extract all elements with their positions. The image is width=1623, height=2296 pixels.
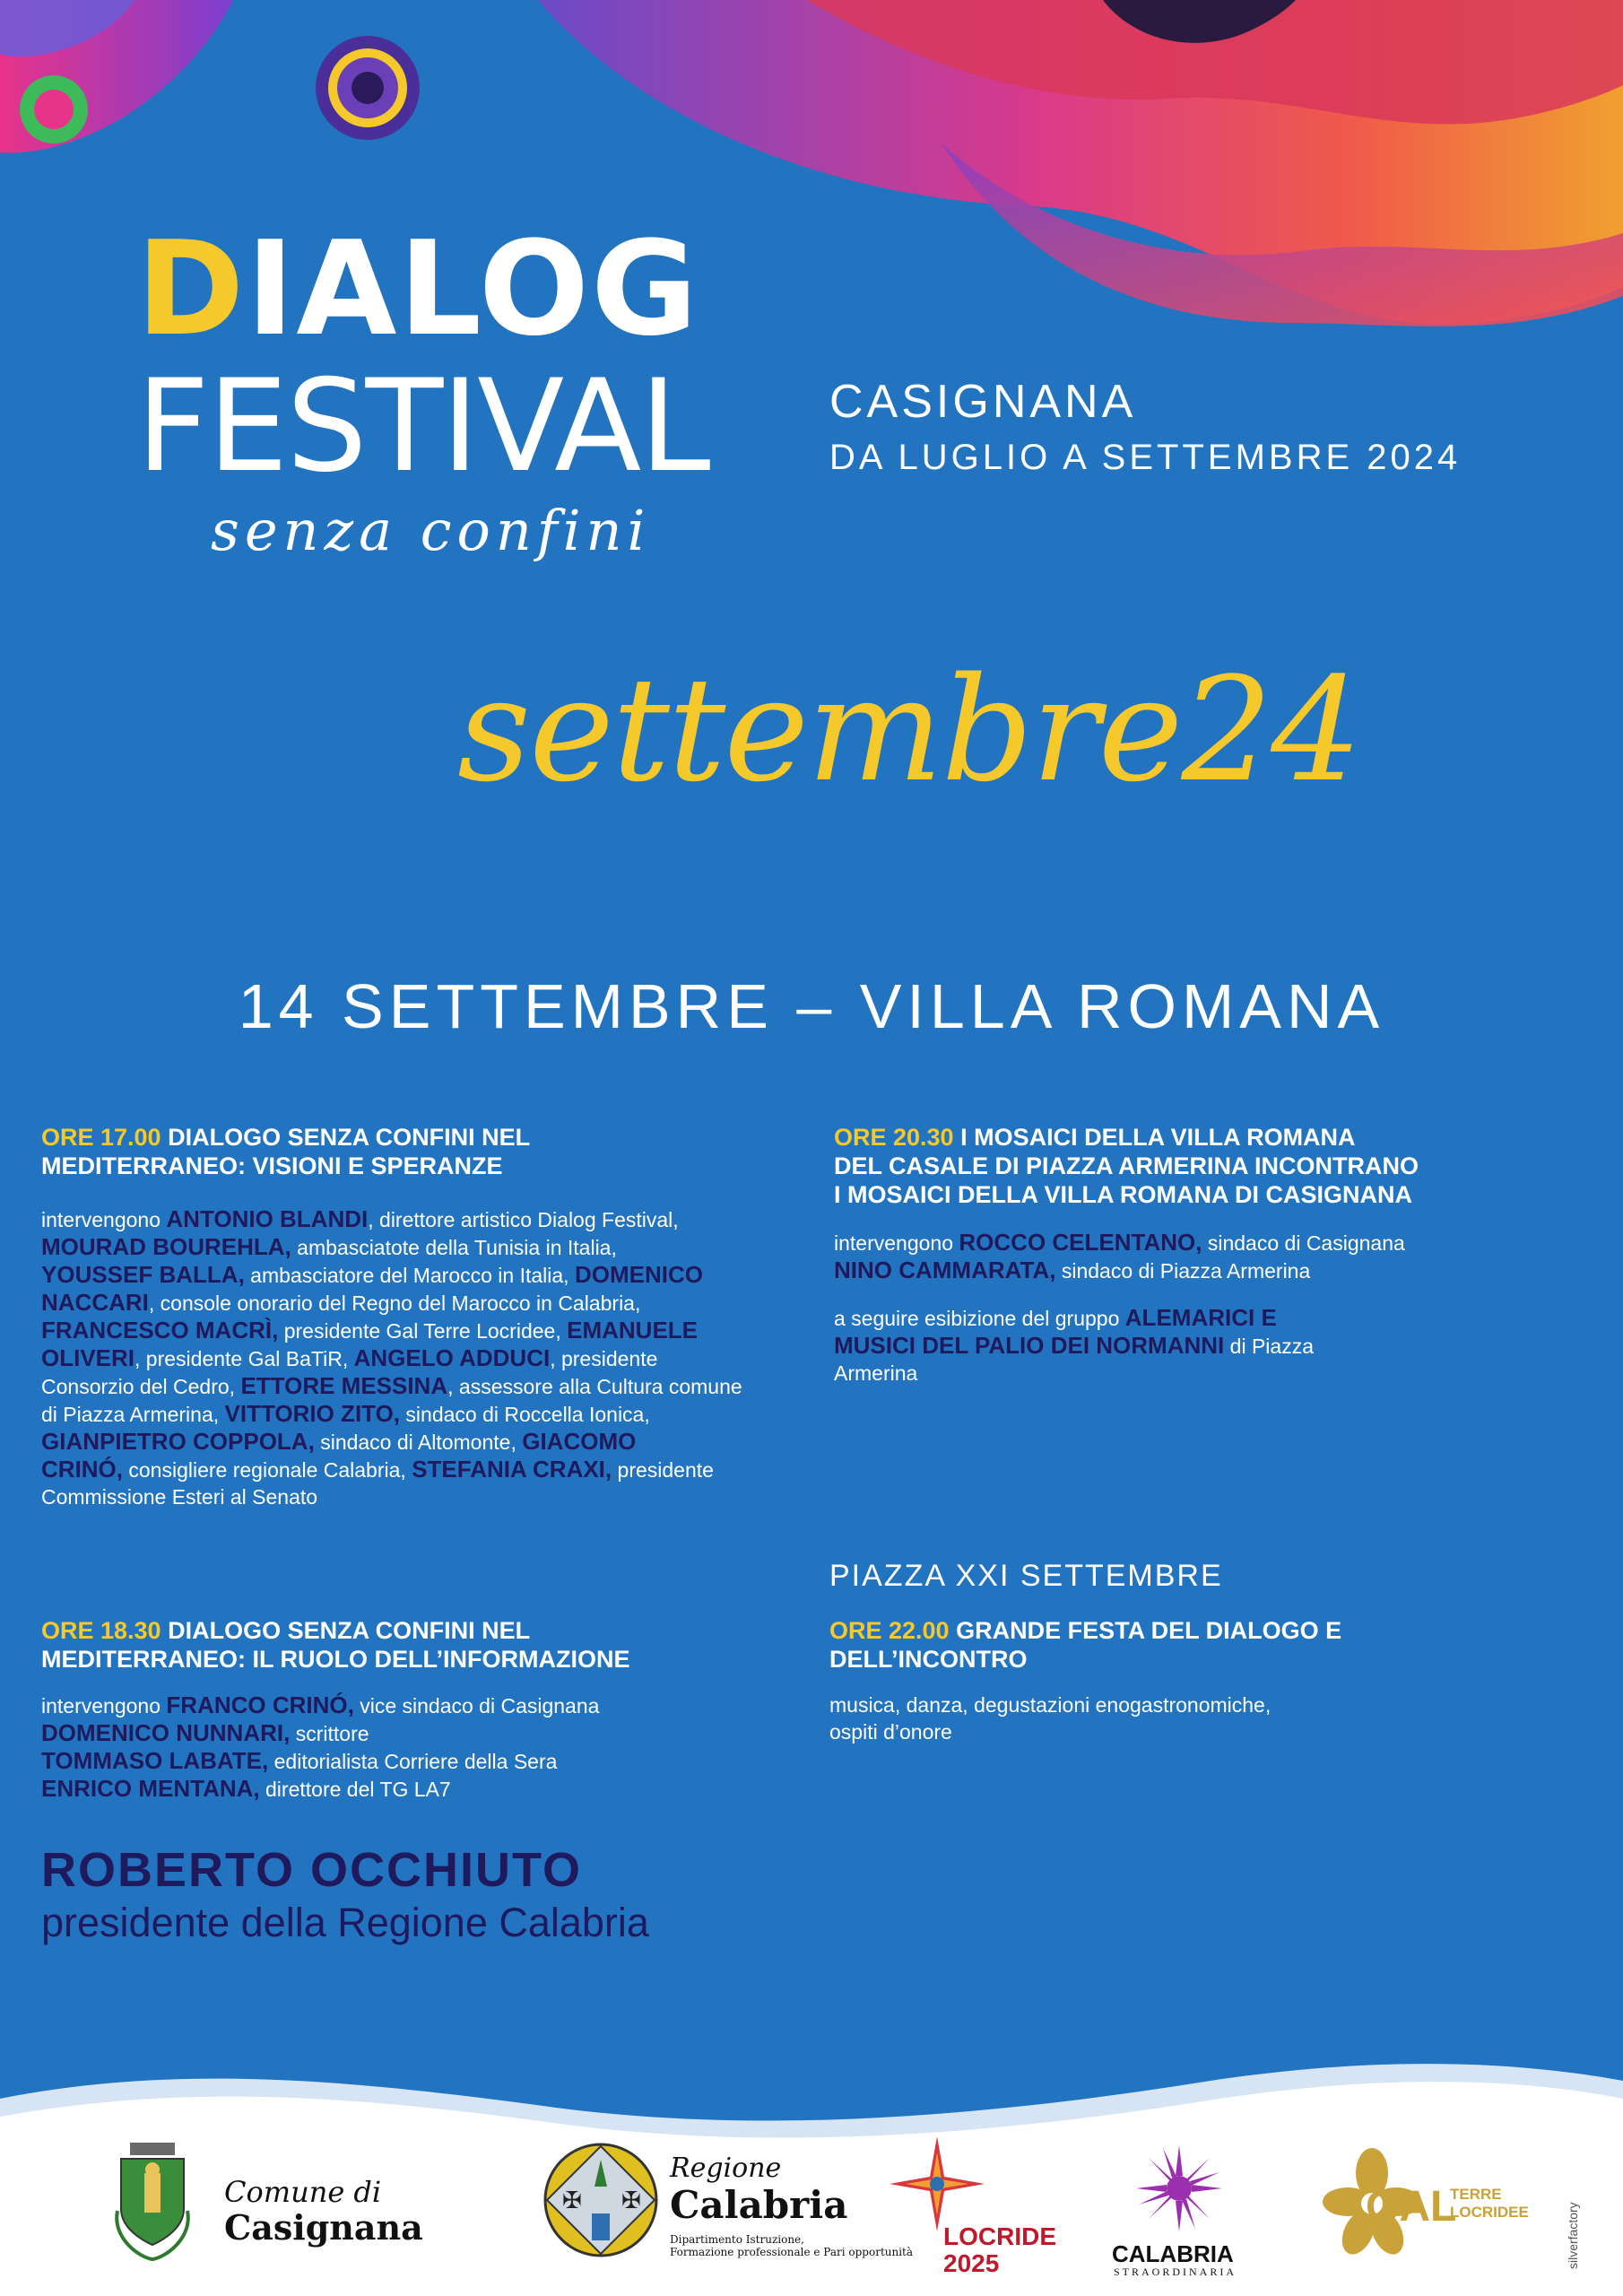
event-title-line: DIALOGO SENZA CONFINI NEL — [161, 1617, 531, 1644]
comune-casignana-logo — [112, 2139, 423, 2265]
event-title — [834, 1123, 1605, 1209]
speaker-role: sindaco di Piazza Armerina — [1055, 1259, 1311, 1283]
president-name: ROBERTO OCCHIUTO — [41, 1843, 583, 1897]
event-extra — [834, 1304, 1605, 1387]
speaker-role: a seguire esibizione del gruppo — [834, 1307, 1125, 1330]
speaker-role: , direttore artistico Dialog Festival, — [368, 1208, 679, 1231]
gal-sub-2: LOCRIDEE — [1450, 2204, 1529, 2221]
text-line — [834, 1304, 1605, 1332]
speaker-role: , console onorario del Regno del Marocco in Calabria, — [148, 1292, 641, 1315]
speaker-name: FRANCESCO MACRÌ, — [41, 1317, 279, 1344]
speaker-role: di Piazza Armerina, — [41, 1403, 225, 1426]
speaker-name: CRINÓ, — [41, 1456, 123, 1483]
text-line — [41, 1344, 803, 1372]
speaker-role: intervengono — [41, 1208, 167, 1231]
speaker-role: , presidente — [550, 1347, 658, 1370]
svg-text:✠: ✠ — [621, 2187, 641, 2214]
speaker-role: Commissione Esteri al Senato — [41, 1485, 318, 1509]
speaker-role: ambasciatote della Tunisia in Italia, — [291, 1236, 617, 1259]
speaker-name: GIACOMO — [522, 1428, 637, 1455]
speaker-role: Consorzio del Cedro, — [41, 1375, 241, 1398]
gal-terre-locridee-logo — [1323, 2148, 1538, 2256]
calabria-sub-label: STRAORDINARIA — [1114, 2266, 1237, 2278]
regione-emblem-icon — [542, 2142, 659, 2258]
speaker-name: ALEMARICI E — [1124, 1304, 1277, 1331]
piazza-title: PIAZZA XXI SETTEMBRE — [829, 1559, 1223, 1593]
text-line — [41, 1428, 803, 1456]
locride-2025-logo — [888, 2135, 1067, 2278]
event-time: ORE 17.00 — [41, 1124, 161, 1151]
event-1830 — [41, 1616, 803, 1803]
speaker-role: vice sindaco di Casignana — [353, 1694, 600, 1718]
speaker-name: EMANUELE — [567, 1317, 699, 1344]
speaker-name: ETTORE MESSINA — [240, 1372, 448, 1399]
speaker-role: intervengono — [834, 1231, 959, 1255]
event-title-line: I MOSAICI DELLA VILLA ROMANA DI CASIGNANA — [834, 1181, 1412, 1208]
event-title-line: DELL’INCONTRO — [829, 1646, 1028, 1673]
speaker-name: FRANCO CRINÓ, — [166, 1692, 354, 1718]
regione-calabria-logo — [542, 2142, 919, 2267]
festival-dates: DA LUGLIO A SETTEMBRE 2024 — [829, 438, 1462, 477]
speaker-name: DOMENICO NUNNARI, — [41, 1719, 291, 1746]
speaker-name: ROCCO CELENTANO, — [959, 1229, 1202, 1256]
speaker-name: DOMENICO — [574, 1261, 703, 1288]
event-2030 — [834, 1123, 1605, 1387]
event-speakers — [41, 1205, 803, 1510]
regione-label-2: Calabria — [670, 2183, 848, 2227]
speaker-role: ambasciatore del Marocco in Italia, — [244, 1264, 575, 1287]
logo-d: D — [136, 213, 247, 365]
sunburst-icon — [1134, 2144, 1224, 2233]
speaker-name: OLIVERI — [41, 1344, 135, 1371]
calabria-label: CALABRIA — [1112, 2240, 1234, 2267]
speaker-role: direttore del TG LA7 — [259, 1778, 451, 1801]
event-time: ORE 20.30 — [834, 1124, 954, 1151]
logo-dialog — [136, 213, 700, 365]
venue-title: 14 SETTEMBRE – VILLA ROMANA — [238, 971, 1385, 1041]
speaker-role: musica, danza, degustazioni enogastronomiche, — [829, 1693, 1271, 1717]
speaker-role: presidente Gal Terre Locridee, — [278, 1319, 568, 1343]
gal-label: GAL — [1366, 2183, 1457, 2231]
speaker-role: , assessore alla Cultura comune — [447, 1375, 742, 1398]
speaker-role: sindaco di Roccella Ionica, — [400, 1403, 650, 1426]
text-line — [41, 1483, 803, 1510]
text-line — [41, 1289, 803, 1317]
event-title — [41, 1123, 803, 1180]
event-title-line: DEL CASALE DI PIAZZA ARMERINA INCONTRANO — [834, 1152, 1419, 1179]
logo-festival: FESTIVAL — [136, 352, 709, 500]
speaker-name: ANGELO ADDUCI — [353, 1344, 551, 1371]
locride-label-1: LOCRIDE — [943, 2222, 1056, 2250]
speaker-role: , presidente Gal BaTiR, — [135, 1347, 354, 1370]
text-line — [41, 1372, 803, 1400]
event-title-line: GRANDE FESTA DEL DIALOGO E — [949, 1617, 1342, 1644]
event-title-line: I MOSAICI DELLA VILLA ROMANA — [953, 1124, 1356, 1151]
speaker-role: consigliere regionale Calabria, — [123, 1458, 412, 1482]
speaker-name: GIANPIETRO COPPOLA, — [41, 1428, 315, 1455]
event-title-line: MEDITERRANEO: VISIONI E SPERANZE — [41, 1152, 503, 1179]
speaker-role: Armerina — [834, 1361, 918, 1385]
event-title-line: MEDITERRANEO: IL RUOLO DELL’INFORMAZIONE — [41, 1646, 630, 1673]
text-line — [829, 1718, 1601, 1745]
comune-label-2: Casignana — [224, 2207, 423, 2248]
calabria-straordinaria-logo — [1112, 2144, 1246, 2278]
text-line — [41, 1692, 803, 1719]
month-title: settembre24 — [457, 646, 1360, 813]
town-name: CASIGNANA — [829, 376, 1137, 428]
speaker-name: STEFANIA CRAXI, — [412, 1456, 612, 1483]
event-speakers — [834, 1229, 1605, 1284]
text-line — [41, 1719, 803, 1747]
credit-label: silverfactory — [1566, 2202, 1580, 2269]
event-time: ORE 22.00 — [829, 1617, 950, 1644]
event-title — [41, 1616, 803, 1674]
regione-sub-2: Formazione professionale e Pari opportunità — [670, 2246, 914, 2258]
speaker-role: di Piazza — [1224, 1335, 1314, 1358]
logo-tagline: senza confini — [211, 498, 651, 563]
event-title — [829, 1616, 1601, 1674]
event-title-line: DIALOGO SENZA CONFINI NEL — [161, 1124, 531, 1151]
event-1700 — [41, 1123, 803, 1510]
comune-label-1: Comune di — [224, 2175, 382, 2209]
text-line — [41, 1747, 803, 1775]
text-line — [41, 1205, 803, 1233]
text-line — [834, 1257, 1605, 1284]
coat-of-arms-icon — [112, 2139, 193, 2265]
text-line — [834, 1229, 1605, 1257]
speaker-role: editorialista Corriere della Sera — [268, 1750, 558, 1773]
regione-sub-1: Dipartimento Istruzione, — [670, 2233, 804, 2246]
text-line — [834, 1360, 1605, 1387]
speaker-name: TOMMASO LABATE, — [41, 1747, 269, 1774]
speaker-name: MUSICI DEL PALIO DEI NORMANNI — [834, 1332, 1225, 1359]
speaker-role: presidente — [612, 1458, 714, 1482]
speaker-name: ANTONIO BLANDI — [166, 1205, 369, 1232]
speaker-name: VITTORIO ZITO, — [224, 1400, 401, 1427]
text-line — [829, 1692, 1601, 1718]
event-2200 — [829, 1616, 1601, 1745]
speaker-role: sindaco di Casignana — [1202, 1231, 1405, 1255]
regione-label-1: Regione — [670, 2152, 782, 2184]
text-line — [41, 1233, 803, 1261]
event-description — [829, 1692, 1601, 1745]
event-time: ORE 18.30 — [41, 1617, 161, 1644]
logo-ialog: IALOG — [246, 213, 700, 365]
speaker-name: YOUSSEF BALLA, — [41, 1261, 245, 1288]
svg-text:✠: ✠ — [562, 2187, 582, 2214]
speaker-name: NACCARI — [41, 1289, 149, 1316]
speaker-role: scrittore — [290, 1722, 369, 1745]
text-line — [41, 1775, 803, 1803]
gal-sub-1: TERRE — [1450, 2186, 1502, 2203]
event-speakers — [41, 1692, 803, 1803]
printer-credit — [1562, 2099, 1589, 2278]
text-line — [41, 1317, 803, 1344]
text-line — [834, 1332, 1605, 1360]
president-role: presidente della Regione Calabria — [41, 1900, 649, 1945]
speaker-name: NINO CAMMARATA, — [834, 1257, 1056, 1283]
text-line — [41, 1456, 803, 1483]
compass-star-icon — [888, 2135, 986, 2233]
speaker-role: sindaco di Altomonte, — [314, 1431, 523, 1454]
speaker-name: MOURAD BOUREHLA, — [41, 1233, 291, 1260]
speaker-name: ENRICO MENTANA, — [41, 1775, 260, 1802]
text-line — [41, 1261, 803, 1289]
speaker-role: ospiti d’onore — [829, 1720, 952, 1744]
text-line — [41, 1400, 803, 1428]
locride-label-2: 2025 — [943, 2249, 1000, 2277]
speaker-role: intervengono — [41, 1694, 167, 1718]
